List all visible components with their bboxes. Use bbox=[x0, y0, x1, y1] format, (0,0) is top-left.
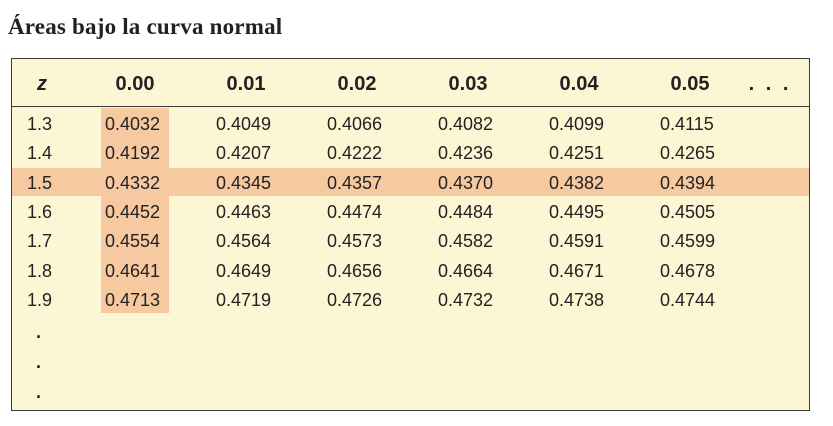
table-cell: 0.4573 bbox=[327, 231, 383, 251]
row-z-value: 1.6 bbox=[27, 202, 53, 222]
table-cell: 0.4591 bbox=[549, 231, 605, 251]
table-cell: 0.4394 bbox=[660, 173, 716, 193]
header-ellipsis: . . . bbox=[748, 73, 792, 95]
table-cell: 0.4207 bbox=[216, 143, 272, 163]
table-cell: 0.4738 bbox=[549, 290, 605, 310]
table-cell: 0.4505 bbox=[660, 202, 716, 222]
table-cell: 0.4032 bbox=[105, 114, 161, 134]
row-z-value: 1.4 bbox=[27, 143, 53, 163]
table-cell: 0.4554 bbox=[105, 231, 161, 251]
continuation-dot: . bbox=[36, 382, 42, 402]
row-z-value: 1.8 bbox=[27, 261, 53, 281]
row-z-value: 1.5 bbox=[27, 173, 53, 193]
table-cell: 0.4099 bbox=[549, 114, 605, 134]
header-col-0-04: 0.04 bbox=[559, 73, 599, 95]
header-z: z bbox=[37, 73, 47, 95]
row-z-value: 1.3 bbox=[27, 114, 53, 134]
table-cell: 0.4192 bbox=[105, 143, 161, 163]
table-cell: 0.4236 bbox=[438, 143, 494, 163]
table-cell: 0.4678 bbox=[660, 261, 716, 281]
continuation-dot: . bbox=[36, 352, 42, 372]
table-cell: 0.4495 bbox=[549, 202, 605, 222]
table-cell: 0.4474 bbox=[327, 202, 383, 222]
table-cell: 0.4719 bbox=[216, 290, 272, 310]
table-cell: 0.4726 bbox=[327, 290, 383, 310]
table-cell: 0.4066 bbox=[327, 114, 383, 134]
table-cell: 0.4713 bbox=[105, 290, 161, 310]
table-cell: 0.4382 bbox=[549, 173, 605, 193]
header-col-0-01: 0.01 bbox=[226, 73, 266, 95]
table-cell: 0.4115 bbox=[660, 114, 714, 134]
table-cell: 0.4732 bbox=[438, 290, 494, 310]
normal-curve-table bbox=[11, 58, 810, 411]
table-cell: 0.4641 bbox=[105, 261, 161, 281]
row-z-value: 1.9 bbox=[27, 290, 53, 310]
header-col-0-00: 0.00 bbox=[115, 73, 155, 95]
table-cell: 0.4463 bbox=[216, 202, 272, 222]
table-cell: 0.4265 bbox=[660, 143, 716, 163]
header-col-0-05: 0.05 bbox=[670, 73, 710, 95]
table-cell: 0.4357 bbox=[327, 173, 383, 193]
table-cell: 0.4744 bbox=[660, 290, 716, 310]
continuation-dot: . bbox=[36, 322, 42, 342]
table-cell: 0.4671 bbox=[549, 261, 605, 281]
table-cell: 0.4664 bbox=[438, 261, 494, 281]
table-cell: 0.4452 bbox=[105, 202, 161, 222]
table-cell: 0.4582 bbox=[438, 231, 494, 251]
table-cell: 0.4345 bbox=[216, 173, 272, 193]
table-cell: 0.4222 bbox=[327, 143, 383, 163]
table-cell: 0.4082 bbox=[438, 114, 494, 134]
table-cell: 0.4049 bbox=[216, 114, 272, 134]
table-cell: 0.4649 bbox=[216, 261, 272, 281]
header-col-0-03: 0.03 bbox=[448, 73, 488, 95]
table-cell: 0.4251 bbox=[549, 143, 605, 163]
header-divider bbox=[12, 106, 809, 107]
table-cell: 0.4332 bbox=[105, 173, 161, 193]
table-cell: 0.4370 bbox=[438, 173, 494, 193]
row-z-value: 1.7 bbox=[27, 231, 53, 251]
table-cell: 0.4656 bbox=[327, 261, 383, 281]
page-title: Áreas bajo la curva normal bbox=[8, 14, 283, 39]
table-cell: 0.4599 bbox=[660, 231, 716, 251]
table-cell: 0.4484 bbox=[438, 202, 494, 222]
table-cell: 0.4564 bbox=[216, 231, 272, 251]
header-col-0-02: 0.02 bbox=[337, 73, 377, 95]
